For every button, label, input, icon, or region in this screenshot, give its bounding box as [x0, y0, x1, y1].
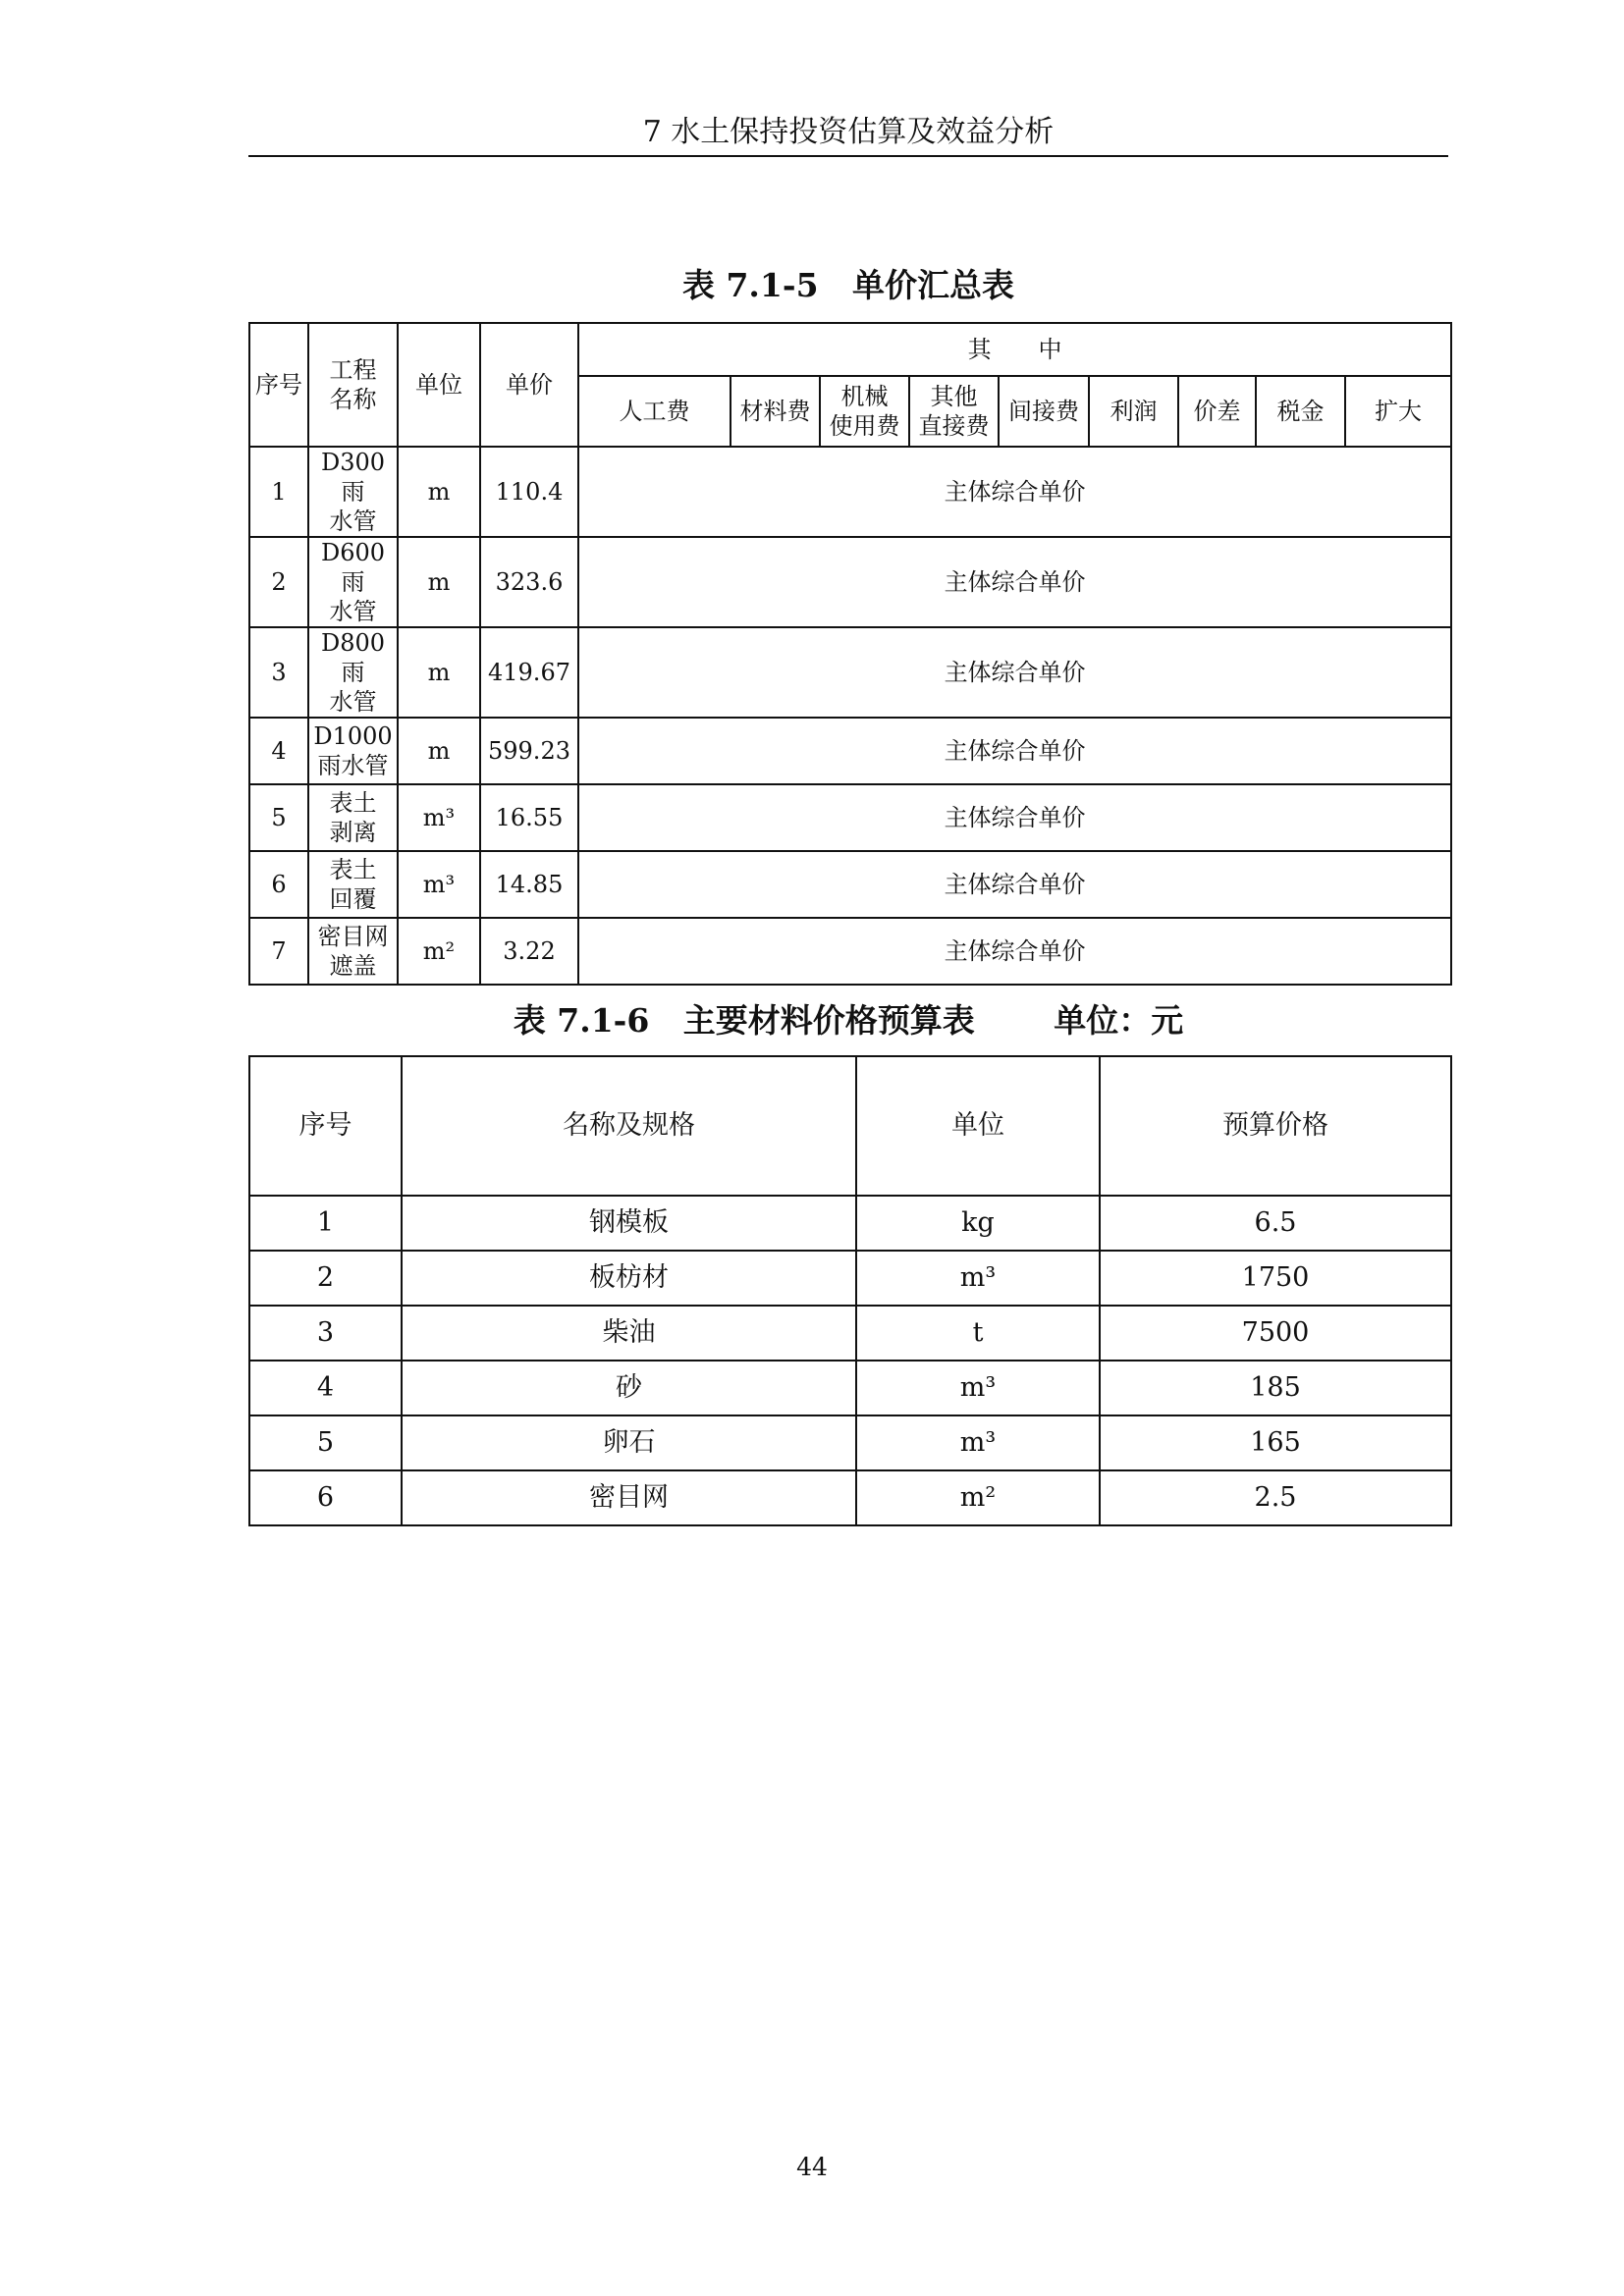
row-unit: m³ [856, 1251, 1100, 1306]
row-unit: m [398, 447, 480, 537]
col-header-sub: 材料费 [731, 376, 820, 447]
row-unit: m [398, 718, 480, 784]
row-note: 主体综合单价 [578, 851, 1451, 918]
row-note: 主体综合单价 [578, 784, 1451, 851]
row-seq: 4 [249, 718, 308, 784]
row-name: 密目网 遮盖 [308, 918, 398, 985]
row-unit: m³ [856, 1415, 1100, 1470]
page-number: 44 [796, 2153, 828, 2181]
row-seq: 1 [249, 447, 308, 537]
row-unit: m³ [398, 784, 480, 851]
col-header-unit: 单位 [856, 1056, 1100, 1196]
table-row [249, 718, 1451, 784]
row-name: 板枋材 [402, 1251, 856, 1306]
table-row [249, 918, 1451, 985]
row-note: 主体综合单价 [578, 537, 1451, 627]
row-seq: 5 [249, 784, 308, 851]
row-name: 表土 剥离 [308, 784, 398, 851]
row-name: D800 雨 水管 [308, 627, 398, 718]
row-seq: 6 [249, 1470, 402, 1525]
row-name: D1000 雨水管 [308, 718, 398, 784]
row-price: 599.23 [480, 718, 578, 784]
row-price: 7500 [1100, 1306, 1451, 1361]
row-name: 柴油 [402, 1306, 856, 1361]
col-header-sub: 税金 [1256, 376, 1345, 447]
table1-caption: 表 7.1-5 单价汇总表 [681, 266, 1015, 304]
table-row [249, 851, 1451, 918]
row-seq: 4 [249, 1361, 402, 1415]
col-header-seq: 序号 [249, 323, 308, 447]
row-price: 1750 [1100, 1251, 1451, 1306]
row-name: 卵石 [402, 1415, 856, 1470]
row-seq: 1 [249, 1196, 402, 1251]
col-header-sub: 利润 [1089, 376, 1178, 447]
row-price: 3.22 [480, 918, 578, 985]
row-unit: m³ [398, 851, 480, 918]
header-rule [248, 155, 1448, 157]
table-row [249, 1196, 1451, 1251]
row-seq: 2 [249, 537, 308, 627]
col-header-unit: 单位 [398, 323, 480, 447]
row-price: 185 [1100, 1361, 1451, 1415]
row-name: 表土 回覆 [308, 851, 398, 918]
row-seq: 6 [249, 851, 308, 918]
row-price: 419.67 [480, 627, 578, 718]
row-seq: 5 [249, 1415, 402, 1470]
col-header-price: 预算价格 [1100, 1056, 1451, 1196]
row-seq: 3 [249, 1306, 402, 1361]
row-note: 主体综合单价 [578, 718, 1451, 784]
row-seq: 7 [249, 918, 308, 985]
row-price: 2.5 [1100, 1470, 1451, 1525]
col-header-sub: 其他 直接费 [909, 376, 999, 447]
row-seq: 2 [249, 1251, 402, 1306]
row-price: 110.4 [480, 447, 578, 537]
col-header-group: 其 中 [578, 323, 1451, 376]
row-unit: m² [398, 918, 480, 985]
row-price: 14.85 [480, 851, 578, 918]
row-unit: m² [856, 1470, 1100, 1525]
col-header-sub: 间接费 [999, 376, 1089, 447]
col-header-name: 工程 名称 [308, 323, 398, 447]
row-note: 主体综合单价 [578, 447, 1451, 537]
col-header-sub: 人工费 [578, 376, 731, 447]
unit-price-summary-table [248, 322, 1452, 986]
table-row [249, 1470, 1451, 1525]
table2-caption: 表 7.1-6 主要材料价格预算表 单位：元 [513, 1001, 1184, 1040]
col-header-sub: 价差 [1178, 376, 1256, 447]
row-seq: 3 [249, 627, 308, 718]
row-name: D600 雨 水管 [308, 537, 398, 627]
table-row [249, 1306, 1451, 1361]
table-row [249, 537, 1451, 627]
row-name: 砂 [402, 1361, 856, 1415]
col-header-sub: 机械 使用费 [820, 376, 909, 447]
row-unit: kg [856, 1196, 1100, 1251]
row-price: 323.6 [480, 537, 578, 627]
col-header-sub: 扩大 [1345, 376, 1451, 447]
table-row [249, 1361, 1451, 1415]
row-note: 主体综合单价 [578, 627, 1451, 718]
table-row [249, 1251, 1451, 1306]
row-price: 6.5 [1100, 1196, 1451, 1251]
material-price-table [248, 1055, 1452, 1526]
running-header: 7 水土保持投资估算及效益分析 [642, 115, 1055, 149]
row-unit: m³ [856, 1361, 1100, 1415]
row-unit: m [398, 537, 480, 627]
row-name: 密目网 [402, 1470, 856, 1525]
table-row [249, 1415, 1451, 1470]
row-price: 165 [1100, 1415, 1451, 1470]
row-name: D300 雨 水管 [308, 447, 398, 537]
row-price: 16.55 [480, 784, 578, 851]
col-header-price: 单价 [480, 323, 578, 447]
row-name: 钢模板 [402, 1196, 856, 1251]
row-note: 主体综合单价 [578, 918, 1451, 985]
table-row [249, 447, 1451, 537]
col-header-seq: 序号 [249, 1056, 402, 1196]
table-row [249, 627, 1451, 718]
row-unit: m [398, 627, 480, 718]
col-header-name: 名称及规格 [402, 1056, 856, 1196]
table-row [249, 784, 1451, 851]
row-unit: t [856, 1306, 1100, 1361]
